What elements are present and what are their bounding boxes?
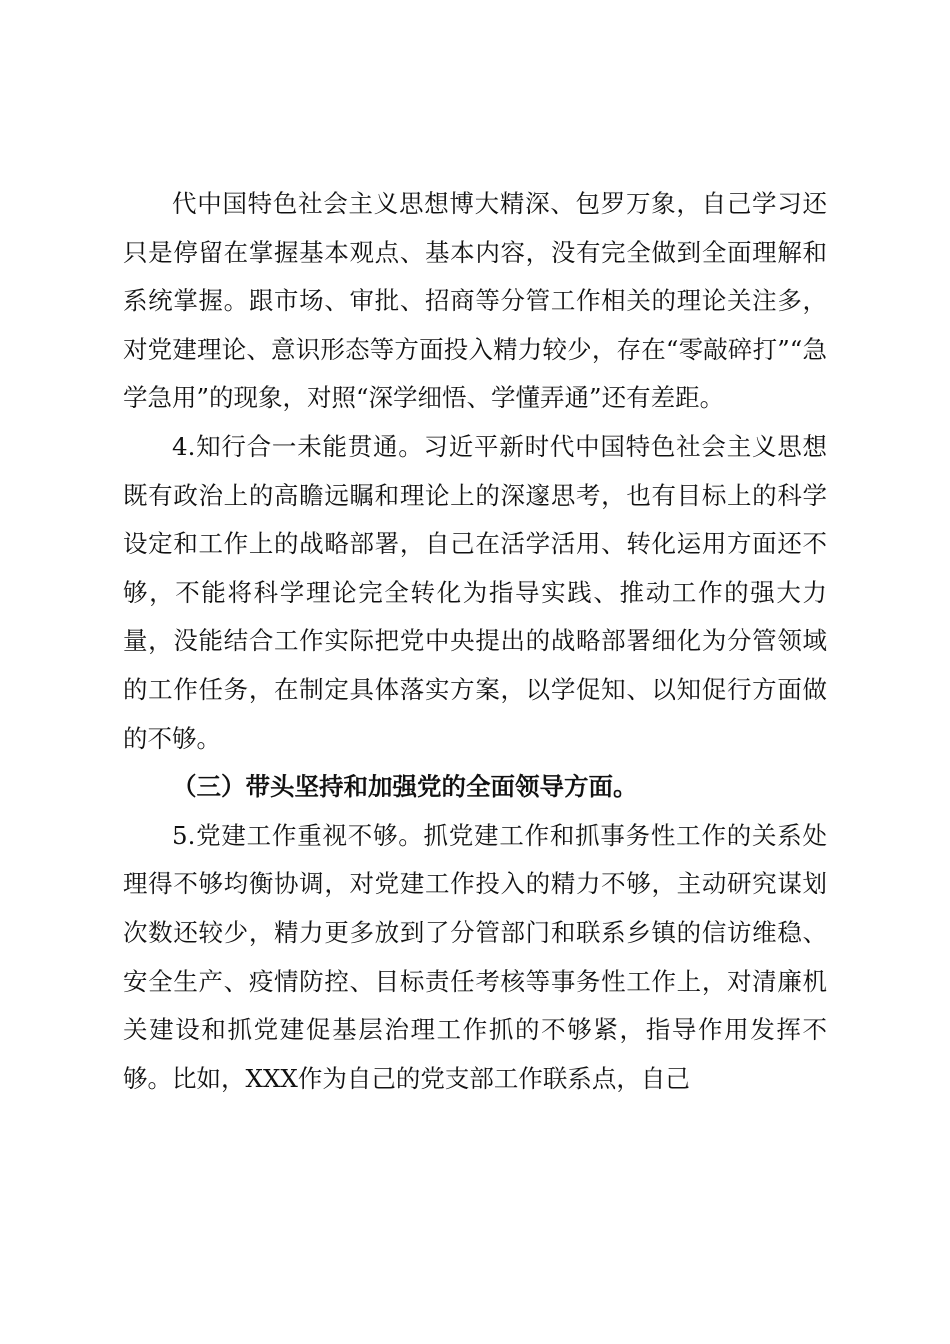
paragraph-party-building: 5.党建工作重视不够。抓党建工作和抓事务性工作的关系处理得不够均衡协调，对党建工作投入的精力不够，主动研究谋划次数还较少，精力更多放到了分管部门和联系乡镇的信访维稳、安全生产、疫情防控、目标责任考核等事务性工作上，对清廉机关建设和抓党建促基层治理工作抓的不够紧，指导作用发挥不够。比如，XXX作为自己的党支部工作联系点，自己 <box>123 820 827 1093</box>
document-body <box>123 180 827 1103</box>
paragraph-theory-study: 代中国特色社会主义思想博大精深、包罗万象，自己学习还只是停留在掌握基本观点、基本内容，没有完全做到全面理解和系统掌握。跟市场、审批、招商等分管工作相关的理论关注多，对党建理论、意识形态等方面投入精力较少，存在“零敲碎打”“急学急用”的现象，对照“深学细悟、学懂弄通”还有差距。 <box>123 189 827 413</box>
paragraph-knowledge-action: 4.知行合一未能贯通。习近平新时代中国特色社会主义思想既有政治上的高瞻远瞩和理论上的深邃思考，也有目标上的科学设定和工作上的战略部署，自己在活学活用、转化运用方面还不够，不能将科学理论完全转化为指导实践、推动工作的强大力量，没能结合工作实际把党中央提出的战略部署细化为分管领域的工作任务，在制定具体落实方案，以学促知、以知促行方面做的不够。 <box>123 431 827 753</box>
section-heading-party-leadership: （三）带头坚持和加强党的全面领导方面。 <box>172 772 638 802</box>
